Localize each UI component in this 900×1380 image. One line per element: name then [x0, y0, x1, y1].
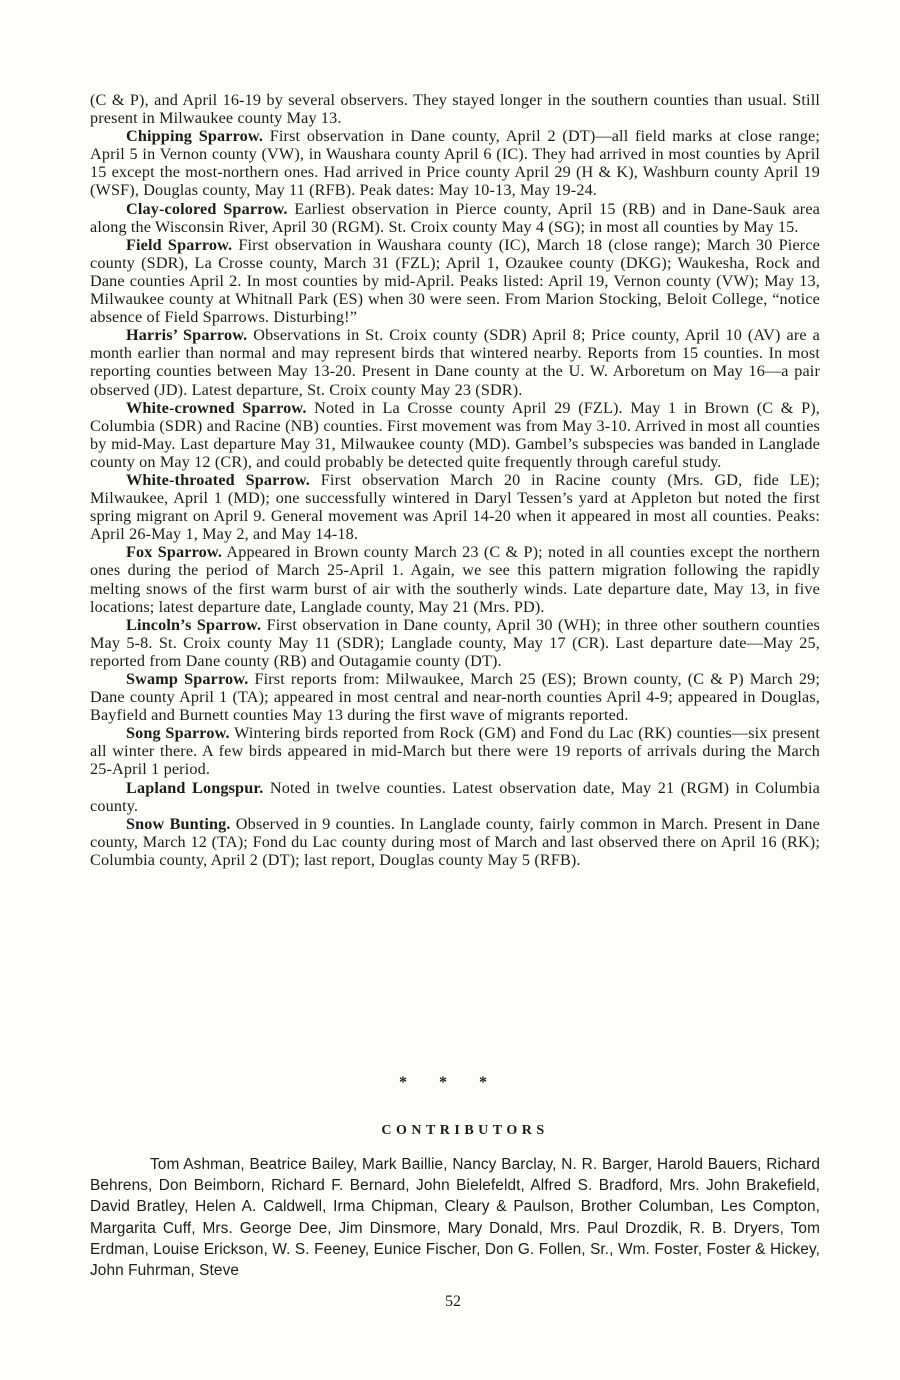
species-name: Swamp Sparrow.	[126, 670, 249, 688]
contributors-list: Tom Ashman, Beatrice Bailey, Mark Baillie, Nancy Barclay, N. R. Barger, Harold Bauers, Richard Behrens, Don Beimborn, Richard F. Bernard, John Bielefeldt, Alfred S. Bradford, Mrs. John Brakefield, David Bratley, Helen A. Caldwell, Irma Chipman, Cleary & Paulson, Brother Columban, Les Compton, Margarita Cuff, Mrs. George Dee, Jim Dinsmore, Mary Donald, Mrs. Paul Drozdik, R. B. Dryers, Tom Erdman, Louise Erickson, W. S. Feeney, Eunice Fischer, Don G. Follen, Sr., Wm. Foster, Foster & Hickey, John Fuhrman, Steve	[90, 1156, 820, 1280]
species-text: First observation in Dane county, April 2 (DT)—all field marks at close range; April 5 in Vernon county (VW), in Waushara county April 6 (IC). They had arrived in most counties by April 15 except the most-northern ones. Had arrived in Price county April 29 (H & K), Washburn county April 19 (WSF), Douglas county, May 11 (RFB). Peak dates: May 10-13, May 19-24.	[90, 127, 820, 200]
entry-clay-colored-sparrow	[90, 200, 820, 236]
species-text: Observations in St. Croix county (SDR) April 8; Price county, April 10 (AV) are a month earlier than normal and may represent birds that wintered nearby. Reports from 15 counties. In most reporting counties between May 13-20. Present in Dane county at the U. W. Arboretum on May 16—a pair observed (JD). Latest departure, St. Croix county May 23 (SDR).	[90, 326, 821, 399]
page-number: 52	[445, 1293, 461, 1310]
species-name: Song Sparrow.	[126, 724, 230, 743]
entry-snow-bunting	[90, 815, 820, 869]
species-text: Wintering birds reported from Rock (GM) and Fond du Lac (RK) counties—six present all winter there. A few birds appeared in mid-March but there were 19 reports of arrivals during the March 25-April 1 period.	[90, 724, 820, 779]
species-name: Lapland Longspur.	[126, 778, 264, 797]
entry-fox-sparrow	[90, 543, 820, 615]
entry-chipping-sparrow	[90, 127, 820, 199]
entry-field-sparrow	[90, 236, 820, 326]
species-text: Appeared in Brown county March 23 (C & P); noted in all counties except the northern ones during the period of March 25-April 1. Again, we see this pattern migration following the rapidly melting snows of the first warm burst of air with the southerly winds. Late departure date, May 13, in five locations; latest departure date, Langlade county, May 21 (Mrs. PD).	[90, 543, 820, 616]
entry-song-sparrow	[90, 724, 820, 778]
species-name: Chipping Sparrow.	[126, 127, 264, 146]
species-name: White-crowned Sparrow.	[126, 398, 307, 417]
species-name: Harris’ Sparrow.	[126, 326, 248, 345]
species-text: First observation March 20 in Racine county (Mrs. GD, fide LE); Milwaukee, April 1 (MD); one successfully wintered in Daryl Tessen’s yard at Appleton but noted the first spring migrant on April 9. General movement was April 14-20 when it appeared in most all counties. Peaks: April 26-May 1, May 2, and May 14-18.	[90, 470, 820, 544]
species-report-text	[90, 91, 820, 869]
species-text: First observation in Waushara county (IC), March 18 (close range); March 30 Pierce county (SDR), La Crosse county, March 31 (FZL); April 1, Ozaukee county (DKG); Waukesha, Rock and Dane counties April 2. In most counties by mid-April. Peaks listed: April 19, Vernon county (VW); May 13, Milwaukee county at Whitnall Park (ES) when 30 were seen. From Marion Stocking, Beloit College, “notice absence of Field Sparrows. Disturbing!”	[90, 235, 820, 327]
species-name: Fox Sparrow.	[126, 543, 223, 562]
species-name: Clay-colored Sparrow.	[126, 199, 288, 218]
entry-lapland-longspur	[90, 779, 820, 815]
entry-white-throated-sparrow	[90, 471, 820, 543]
intro-paragraph: (C & P), and April 16-19 by several observers. They stayed longer in the southern counties than usual. Still present in Milwaukee county May 13.	[90, 91, 820, 128]
entry-white-crowned-sparrow	[90, 399, 820, 471]
section-separator: * * *	[399, 1074, 501, 1091]
species-text: Noted in twelve counties. Latest observation date, May 21 (RGM) in Columbia county.	[90, 778, 821, 815]
species-text: First reports from: Milwaukee, March 25 (ES); Brown county, (C & P) March 29; Dane county April 1 (TA); appeared in most central and near-north counties April 4-9; appeared in Douglas, Bayfield and Burnett counties May 13 during the first wave of migrants reported.	[90, 670, 820, 725]
entry-swamp-sparrow	[90, 670, 820, 724]
species-name: Snow Bunting.	[126, 814, 231, 833]
entry-harris-sparrow	[90, 326, 820, 398]
entry-lincolns-sparrow	[90, 616, 820, 670]
species-name: White-throated Sparrow.	[126, 470, 310, 489]
species-text: First observation in Dane county, April 30 (WH); in three other southern counties May 5-8. St. Croix county May 11 (SDR); Langlade county, May 17 (CR). Last departure date—May 25, reported from Dane county (RB) and Outagamie county (DT).	[90, 615, 820, 670]
species-name: Field Sparrow.	[126, 235, 233, 254]
species-name: Lincoln’s Sparrow.	[126, 615, 262, 634]
species-text: Noted in La Crosse county April 29 (FZL). May 1 in Brown (C & P), Columbia (SDR) and Racine (NB) counties. First movement was from May 3-10. Arrived in most all counties by mid-May. Last departure May 31, Milwaukee county (MD). Gambel’s subspecies was banded in Langlade county on May 12 (CR), and could probably be detected quite frequently through careful study.	[90, 398, 820, 471]
species-text: Observed in 9 counties. In Langlade county, fairly common in March. Present in Dane county, March 12 (TA); Fond du Lac county during most of March and last observed there on April 16 (RK); Columbia county, April 2 (DT); last report, Douglas county May 5 (RFB).	[90, 814, 820, 869]
species-text: Earliest observation in Pierce county, April 15 (RB) and in Dane-Sauk area along the Wisconsin River, April 30 (RGM). St. Croix county May 4 (SG); in most all counties by May 15.	[90, 199, 821, 236]
contributors-heading: CONTRIBUTORS	[381, 1123, 549, 1138]
